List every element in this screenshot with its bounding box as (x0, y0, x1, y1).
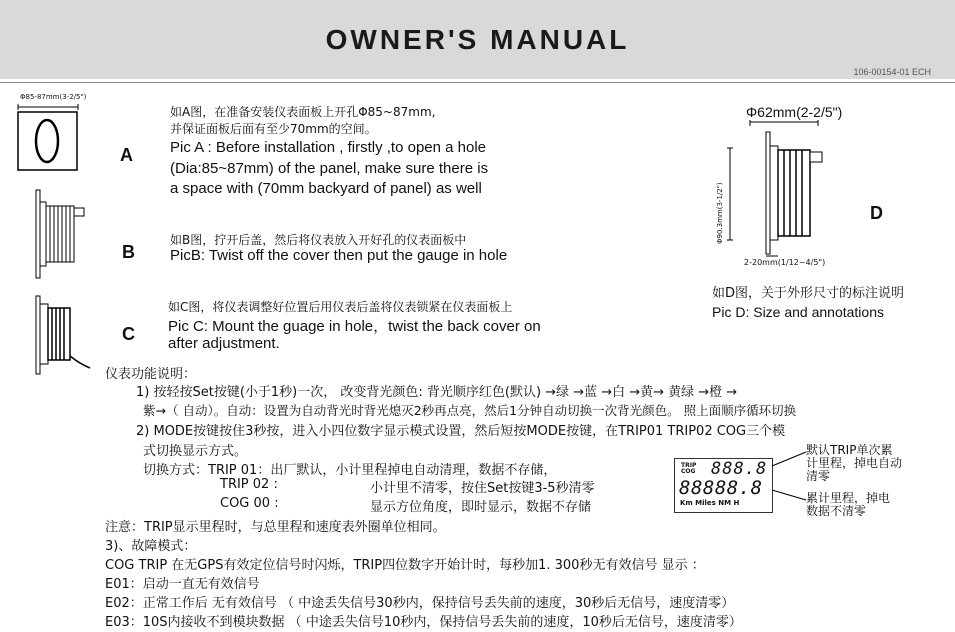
pic-c-zh-line1: 如C图，将仪表调整好位置后用仪表后盖将仪表锁紧在仪表面板上 (168, 300, 513, 314)
lcd-callout1-line1: 默认TRIP单次累 (806, 443, 893, 457)
pic-c-en-line2: after adjustment. (168, 335, 280, 352)
pic-a-panel-hole-illustration (16, 103, 80, 173)
pic-b-letter: B (122, 242, 135, 262)
pic-c-gauge-mounted-illustration (28, 294, 96, 376)
pic-a-en-line1: Pic A : Before installation , firstly ,to open a hole (170, 139, 487, 156)
switch-mode-trip01: 切换方式：TRIP 01：出厂默认，小计里程掉电自动清理，数据不存储， (143, 463, 557, 478)
lcd-callout2-line1: 累计里程，掉电 (806, 491, 891, 505)
functions-heading: 仪表功能说明： (105, 367, 197, 382)
pic-a-zh-line2: 并保证面板后面有至少70mm的空间。 (170, 122, 377, 136)
pic-d-en-caption: Pic D: Size and annotations (712, 304, 884, 320)
pic-d-dimension-illustration (722, 120, 832, 270)
pic-a-en-line3: a space with (70mm backyard of panel) as well (170, 180, 482, 197)
pic-c-letter: C (122, 324, 135, 344)
functions-item2-line1: 2) MODE按键按住3秒按，进入小四位数字显示模式设置，然后短按MODE按键，在TRIP01 TRIP02 COG三个模 (136, 424, 786, 439)
pic-a-dimension-label: Φ85-87mm(3-2/5") (20, 93, 87, 101)
lcd-big-digits: 88888.8 (679, 477, 763, 499)
pic-b-en-line1: PicB: Twist off the cover then put the gauge in hole (170, 247, 508, 264)
header-divider (0, 82, 955, 83)
page-title: OWNER'S MANUAL (325, 24, 630, 55)
pic-a-zh-line1: 如A图，在准备安装仪表面板上开孔Φ85~87mm, (170, 105, 436, 119)
pic-b-gauge-side-illustration (28, 188, 88, 280)
document-number: 106-00154-01 ECH (853, 67, 931, 77)
trip02-description: 小计里不清零，按住Set按键3-5秒清零 (370, 481, 595, 496)
fault-e03: E03：10S内接收不到模块数据 （ 中途丢失信号10秒内，保持信号丢失前的速度，10秒后无信号，速度清零） (105, 615, 742, 630)
functions-item1-line1: 1) 按轻按Set按键(小于1秒)一次， 改变背光颜色: 背光顺序红色(默认) →绿 →蓝 →白 →黄→ 黄绿 →橙 → (136, 385, 738, 400)
lcd-callout1-line2: 计里程，掉电自动 (806, 456, 903, 470)
cog-description: 显示方位角度，即时显示，数据不存储 (370, 500, 592, 515)
lcd-callout1-line3: 清零 (806, 469, 831, 483)
lcd-small-digits: 888.8 (711, 459, 768, 479)
pic-d-zh-caption: 如D图，关于外形尺寸的标注说明 (712, 286, 905, 301)
trip02-label: TRIP 02 : (220, 477, 278, 492)
functions-item2-line2: 式切换显示方式。 (143, 444, 248, 459)
lcd-display-illustration (674, 458, 773, 513)
pic-a-letter: A (120, 145, 133, 165)
lcd-units: Km Miles NM H (680, 499, 740, 507)
fault-e01: E01：启动一直无有效信号 (105, 577, 260, 592)
lcd-cog-label: COG (681, 468, 696, 475)
functions-note: 注意：TRIP显示里程时，与总里程和速度表外圈单位相同。 (105, 520, 446, 535)
cog-label: COG 00 : (220, 496, 279, 511)
faults-line1: COG TRIP 在无GPS有效定位信号时闪烁，TRIP四位数字开始计时，每秒加1. 300秒无有效信号 显示 ： (105, 558, 705, 573)
pic-c-en-line1: Pic C: Mount the guage in hole，twist the back cover on (168, 318, 541, 335)
fault-e02: E02：正常工作后 无有效信号 （ 中途丢失信号30秒内，保持信号丢失前的速度，30秒后无信号，速度清零） (105, 596, 735, 611)
pic-d-letter: D (870, 203, 883, 223)
lcd-callout2-line2: 数据不清零 (806, 504, 867, 518)
pic-d-depth-label: 2-20mm(1/12~4/5") (744, 258, 826, 267)
lcd-callout-lines (770, 448, 810, 508)
functions-item1-line2: 紫→（ 自动）。自动：设置为自动背光时背光熄灭2秒再点亮，然后1分钟自动切换一次背光颜色。 照上面顺序循环切换 (143, 403, 797, 418)
pic-d-width-label: Φ62mm(2-2/5") (746, 104, 843, 120)
pic-a-en-line2: (Dia:85~87mm) of the panel, make sure there is (170, 160, 489, 177)
pic-b-zh-line1: 如B图，拧开后盖，然后将仪表放入开好孔的仪表面板中 (170, 233, 467, 247)
faults-heading: 3)、故障模式： (105, 539, 197, 554)
pic-d-height-label: Φ90.3mm(3-1/2") (716, 182, 724, 244)
lcd-trip-label: TRIP (681, 462, 697, 469)
